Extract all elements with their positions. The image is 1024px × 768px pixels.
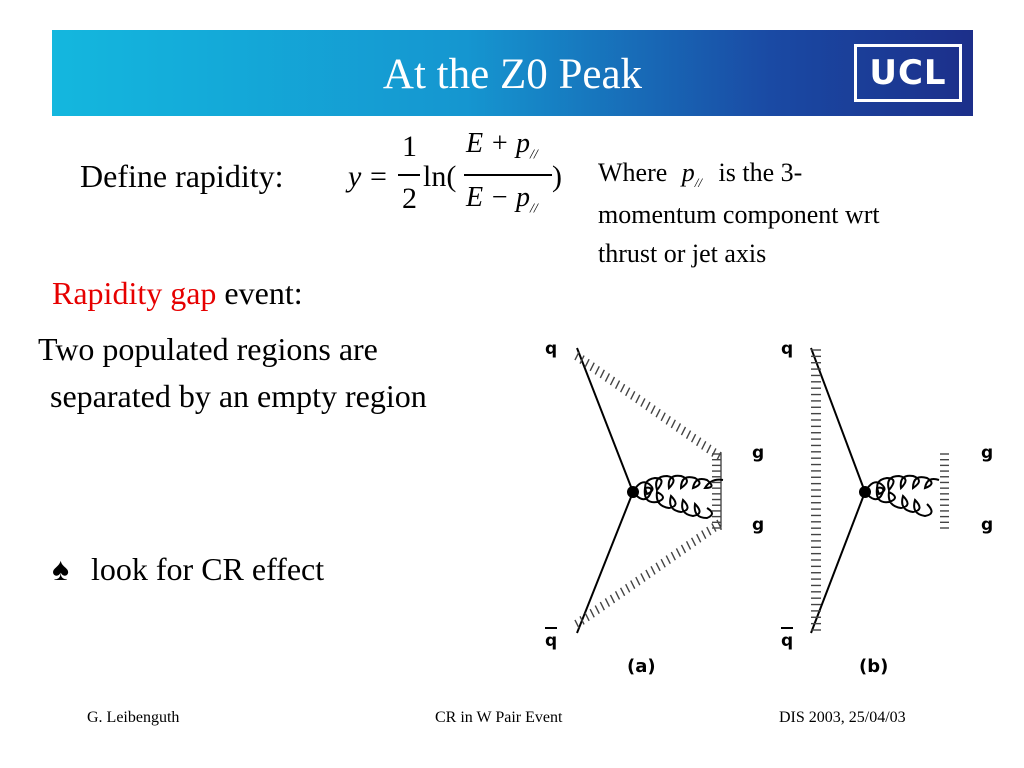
formula-one: 1	[402, 130, 417, 163]
label-panel-b: (b)	[859, 656, 889, 677]
formula-numerator: $E + p_{//}$	[466, 128, 538, 163]
gluon-lower-a	[633, 488, 712, 518]
hatch-mark	[712, 448, 716, 456]
define-rapidity-label: Define rapidity:	[80, 158, 284, 194]
where-note-line2: momentum component wrt	[598, 200, 880, 229]
label-q-a: q	[545, 339, 558, 359]
hatch-mark	[656, 563, 660, 571]
spade-icon: ♠	[52, 551, 69, 587]
hatch-mark	[681, 427, 685, 435]
hatch-mark	[707, 445, 711, 453]
hatch-mark	[702, 441, 706, 449]
hatch-mark	[626, 388, 630, 396]
hatch-mark	[610, 595, 614, 603]
formula-y: y	[348, 160, 362, 193]
hatch-mark	[605, 598, 609, 606]
hatch-mark	[595, 366, 599, 374]
hatch-mark	[605, 373, 609, 381]
hatch-mark	[697, 438, 701, 446]
hatch-mark	[646, 402, 650, 410]
description-line1: Two populated regions are	[38, 331, 378, 367]
hatch-mark	[707, 527, 711, 535]
hatch-mark	[616, 591, 620, 599]
hatch-mark	[585, 613, 589, 621]
hatch-mark	[621, 588, 625, 596]
antiquark-line-a	[577, 492, 633, 633]
rapidity-gap-heading: Rapidity gap event:	[52, 275, 303, 311]
formula-close-paren: )	[552, 160, 562, 193]
label-g-top-b: g	[981, 443, 994, 463]
label-qbar-b: q	[781, 631, 794, 651]
quark-line-a	[577, 348, 633, 492]
hatch-mark	[590, 363, 594, 371]
hatch-mark	[661, 559, 665, 567]
hatch-mark	[636, 395, 640, 403]
hatch-mark	[687, 541, 691, 549]
hatch-mark	[595, 606, 599, 614]
hatch-mark	[585, 359, 589, 367]
where-note-line3: thrust or jet axis	[598, 239, 767, 268]
panel-b	[781, 339, 993, 677]
description-line2: separated by an empty region	[50, 378, 427, 414]
hatch-mark	[717, 520, 721, 528]
hatch-mark	[666, 556, 670, 564]
formula-two: 2	[402, 182, 417, 215]
hatch-mark	[681, 545, 685, 553]
label-g-top-a: g	[752, 443, 765, 463]
hatch-mark	[626, 584, 630, 592]
hatch-mark	[666, 416, 670, 424]
gluon-upper-a	[633, 476, 723, 494]
gluon-lower-b	[865, 488, 932, 516]
hatch-mark	[575, 352, 579, 360]
p-symbol: p	[681, 158, 695, 187]
formula-equals: =	[370, 160, 387, 193]
hatch-mark	[671, 552, 675, 560]
hatch-mark	[646, 570, 650, 578]
hatch-mark	[641, 573, 645, 581]
title-bar	[52, 30, 973, 116]
hatch-mark	[717, 452, 721, 460]
label-panel-a: (a)	[627, 656, 656, 677]
hatch-mark	[671, 420, 675, 428]
bullet-item: ♠ look for CR effect	[52, 551, 325, 587]
label-q-b: q	[781, 339, 794, 359]
footer-right: DIS 2003, 25/04/03	[779, 709, 906, 726]
hatch-mark	[692, 538, 696, 546]
formula-denominator: $E - p_{//}$	[466, 182, 538, 217]
hatch-mark	[651, 566, 655, 574]
hatch-mark	[600, 602, 604, 610]
hatch-mark	[616, 381, 620, 389]
hatch-mark	[692, 434, 696, 442]
rapidity-gap-red: Rapidity gap	[52, 275, 217, 311]
hatch-mark	[676, 423, 680, 431]
footer-center: CR in W Pair Event	[435, 709, 563, 726]
hatch-mark	[697, 534, 701, 542]
hatch-mark	[610, 377, 614, 385]
hatch-mark	[656, 409, 660, 417]
footer-author: G. Leibenguth	[87, 709, 180, 726]
rapidity-formula	[340, 128, 570, 228]
ucl-logo: UCL	[854, 44, 962, 102]
feynman-diagram	[535, 330, 1005, 685]
fraction-bar-half	[398, 174, 420, 176]
where-note-line1: Where $p_{//}$ is the 3-	[598, 158, 803, 191]
hatch-mark	[641, 398, 645, 406]
hatch-mark	[631, 391, 635, 399]
hatch-mark	[651, 406, 655, 414]
antiquark-line-b	[811, 492, 865, 633]
hatch-mark	[631, 581, 635, 589]
hatch-mark	[676, 548, 680, 556]
label-g-bottom-b: g	[981, 515, 994, 535]
hatch-mark	[575, 620, 579, 628]
hatch-mark	[621, 384, 625, 392]
hatch-mark	[687, 431, 691, 439]
fraction-bar-main	[464, 174, 552, 176]
hatch-upper-a	[577, 348, 723, 448]
hatch-mark	[661, 413, 665, 421]
slide-title: At the Z0 Peak	[382, 51, 643, 98]
hatch-mark	[600, 370, 604, 378]
label-qbar-a: q	[545, 631, 558, 651]
formula-ln: ln(	[423, 160, 457, 193]
label-g-bottom-a: g	[752, 515, 765, 535]
hatch-mark	[636, 577, 640, 585]
hatch-mark	[590, 609, 594, 617]
hatch-mark	[702, 531, 706, 539]
